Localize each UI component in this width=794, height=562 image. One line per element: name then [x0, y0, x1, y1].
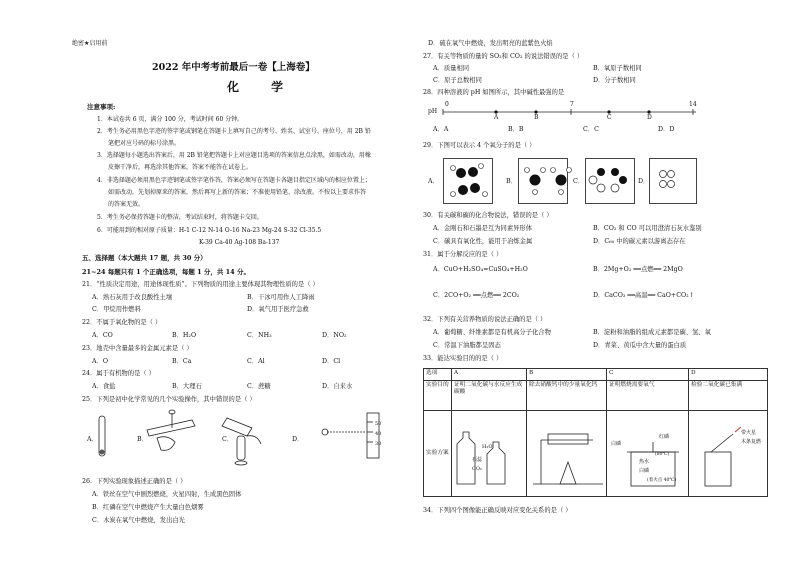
- table-header: 选项: [424, 369, 452, 381]
- scale-label: 50: [375, 421, 382, 427]
- option: C．甲烷用作燃料: [92, 306, 141, 313]
- ph-point: C: [607, 114, 612, 121]
- option: A．CO: [92, 332, 113, 339]
- option: B．Ca: [172, 358, 192, 365]
- option: D．: [292, 436, 304, 443]
- figure-label: (着火点 40℃): [647, 478, 677, 483]
- cylinder-figure: [322, 413, 382, 458]
- figure-label: 白磷: [611, 441, 622, 447]
- notice-line: 1．本试卷共 6 页，满分 100 分，考试时间 60 分钟。: [97, 116, 244, 123]
- option: D．CaCO₃ ══高温══ CaO+CO₂↑: [593, 292, 694, 299]
- option: D．青菜、黄瓜中含大量的蛋白质: [593, 342, 687, 349]
- option: C．原子总数相同: [433, 77, 482, 84]
- table-header: C: [607, 369, 689, 381]
- option: C．蔗糖: [247, 383, 271, 390]
- ph-point: B: [534, 114, 539, 121]
- notice-line: 笔把对应号码的标号涂黑。: [108, 140, 181, 147]
- scale-label: 30: [375, 441, 382, 447]
- option: A．葡萄糖、纤维素都是有机高分子化合物: [433, 329, 551, 336]
- question-stem: 33．能达实验目的的是（ ）: [423, 355, 503, 362]
- option: A．金刚石和石墨是互为同素异形体: [433, 225, 533, 232]
- left-column: [72, 0, 412, 562]
- ph-point: D: [647, 114, 652, 121]
- notice-line: 皮擦干净后，再选涂其他答案，答案不能答在试卷上。: [108, 164, 253, 171]
- option: C．: [222, 436, 234, 443]
- notice-line: 3．选择题每小题选出答案后，用 2B 铅笔把答题卡上对应题目选项的答案信息点涂黑，如需改动，用橡: [97, 152, 371, 159]
- table-cell: 除去硝酸钙中的少量氧化钙: [527, 381, 607, 411]
- option: B．: [137, 436, 148, 443]
- notice-line: 2．考生务必用黑色字迹的签字笔或钢笔在答题卡上填写自己的考号、姓名、试室号、座位号，用 2B 铅: [97, 128, 371, 135]
- ph-end: 14: [689, 101, 697, 108]
- option: C．常温下油脂都呈固态: [433, 342, 501, 349]
- option: C．C: [583, 126, 599, 133]
- experiment-figures: [423, 412, 768, 498]
- notice-line: 的答案无效。: [108, 201, 145, 208]
- option: C．木炭在氧气中燃烧，发出白光: [92, 517, 185, 524]
- option: B．淀粉和油脂的组成元素都是碳、氢、氧: [593, 329, 711, 336]
- figure-label: 石蕊: [472, 457, 483, 463]
- question-stem: 24．属于有机物的是（ ）: [82, 370, 155, 377]
- table-header: B: [527, 369, 607, 381]
- figure-label: 带火星: [741, 430, 757, 436]
- figure-label: H₂O: [482, 444, 493, 450]
- table-header: A: [452, 369, 527, 381]
- ph-seven: 7: [570, 101, 574, 108]
- table-cell: 证明二氧化碳与水反应生成碳酸: [452, 381, 527, 411]
- option: C．: [573, 178, 585, 185]
- option: D．C₆₀ 中的碳元素以游离态存在: [593, 238, 686, 245]
- subject-title: 化 学: [227, 80, 298, 94]
- option: A．质量相同: [433, 65, 470, 72]
- table-cell: 检验二氧化碳已集满: [689, 381, 768, 411]
- question-stem: 27．有关等物质的量的 SO₂和 CO₂ 的说法错误的是（ ）: [423, 53, 584, 60]
- option: B．干冰可用作人工降雨: [247, 294, 315, 301]
- section-subheading: 21~24 每题只有 1 个正确选项，每题 1 分，共 14 分。: [82, 268, 250, 276]
- row-label: 实验目的: [424, 381, 452, 411]
- option: C．NH₃: [247, 332, 272, 339]
- option: A．CuO+H₂SO₄=CuSO₄+H₂O: [433, 266, 528, 273]
- option: B．2Mg+O₂ ══点燃══ 2MgO: [593, 266, 683, 273]
- figure-label: 热水: [639, 459, 650, 465]
- question-stem: 23．地壳中含量最多的金属元素是（ ）: [82, 345, 193, 352]
- option: D．: [638, 178, 650, 185]
- notice-line: 如需改动，先划掉原来的答案，然后再写上新的答案；不准使用铅笔、涂改液。不按以上要求作答: [108, 189, 367, 196]
- option: A．O: [92, 358, 109, 365]
- ph-scale: [441, 108, 701, 122]
- option: B．红磷在空气中燃烧产生大量白色烟雾: [92, 504, 204, 511]
- option: D．硫在氧气中燃烧，发出明亮的蓝紫色火焰: [428, 40, 553, 47]
- question-stem: 25．下列是初中化学常见的几个实验操作，其中错误的是（ ）: [82, 396, 256, 403]
- notice-line: 6．可能用到的相对原子质量：H-1 C-12 N-14 O-16 Na-23 Mg-24 S-32 Cl-35.5: [97, 227, 322, 234]
- question-stem: 31．属于分解反应的是（ ）: [423, 251, 503, 258]
- option: B．大理石: [172, 383, 202, 390]
- option: B．CO₂ 和 CO 可以用澄清石灰水鉴别: [593, 225, 702, 232]
- right-column: [423, 0, 768, 562]
- option: B．: [506, 178, 517, 185]
- table-cell: 证明燃烧需要氧气: [607, 381, 689, 411]
- ph-start: 0: [445, 101, 449, 108]
- section-heading: 五、选择题（本大题共 17 题，共 30 分）: [82, 254, 207, 262]
- test-tube-figure: [99, 416, 105, 456]
- option: D．分子数相同: [593, 77, 636, 84]
- question-stem: 26．下列实验现象描述正确的是（ ）: [82, 478, 187, 485]
- option: B．H₂O: [172, 332, 197, 339]
- pouring-figure: [222, 418, 261, 465]
- scale-label: 40: [375, 431, 382, 437]
- question-stem: 21．“性质决定用途，用途体现性质”。下列物质的用途主要体现其物理性质的是（ ）: [82, 281, 319, 288]
- question-stem: 22．不属于氧化物的是（ ）: [82, 319, 162, 326]
- option: D．Cl: [322, 358, 341, 365]
- question-stem: 32．下列有关营养物质的说法正确的是（ ）: [423, 316, 547, 323]
- figure-label: CO₂: [472, 466, 482, 472]
- option: D．D: [658, 126, 675, 133]
- figure-label: 木条复燃: [741, 439, 762, 445]
- option: A．: [87, 436, 98, 443]
- ph-label: pH: [428, 108, 438, 115]
- notice-line: 4．非选择题必须用黑色字迹钢笔或签字笔作答，答案必须写在答题卡各题目指定区域内的相应位置上；: [97, 177, 371, 184]
- notice-line: K-39 Ca-40 Ag-108 Ba-137: [199, 239, 280, 246]
- question-stem: 28．四种溶液的 pH 如图所示，其中碱性最强的是: [423, 89, 565, 96]
- option: C．Al: [247, 358, 265, 365]
- molecule-figures: [443, 158, 703, 204]
- q25-figures: [97, 408, 397, 468]
- option: A．铁丝在空气中剧烈燃烧，火星四射，生成黑色固体: [92, 491, 242, 498]
- row-label: 实验方案: [424, 411, 452, 497]
- question-stem: 29．下图可以表示 4 个氧分子的是（ ）: [423, 142, 536, 149]
- option: C．2CO+O₂ ══点燃══ 2CO₂: [433, 292, 520, 299]
- notice-heading: 注意事项:: [87, 103, 116, 111]
- figure-label: 白磷: [639, 468, 650, 474]
- option: C．碳具有氧化性，能用于冶炼金属: [433, 238, 533, 245]
- question-stem: 34．下列四个图像能正确反映对应变化关系的是（ ）: [423, 507, 572, 514]
- option: A．A: [433, 126, 449, 133]
- option: A．熟石灰用于改良酸性土壤: [92, 294, 173, 301]
- ph-point: A: [494, 114, 499, 121]
- option: D．NO₂: [322, 332, 347, 339]
- question-stem: 30．有关碳和碳的化合物说法，错误的是（ ）: [423, 212, 553, 219]
- option: B．B: [508, 126, 524, 133]
- exam-title: 2022 年中考考前最后一卷【上海卷】: [152, 62, 315, 73]
- option: B．氧原子数相同: [593, 65, 642, 72]
- option: D．自来水: [322, 383, 353, 390]
- secret-label: 绝密★启用前: [72, 40, 108, 47]
- table-header: D: [689, 369, 768, 381]
- dropper-hand-figure: [147, 410, 195, 450]
- figure-label: 红磷: [659, 434, 670, 440]
- option: A．: [428, 178, 439, 185]
- option: A．食盐: [92, 383, 116, 390]
- option: D．氧气用于医疗急救: [247, 306, 309, 313]
- figure-label: (80℃): [655, 452, 670, 457]
- notice-line: 5．考生务必保持答题卡的整洁，考试结束时，将答题卡交回。: [97, 214, 263, 221]
